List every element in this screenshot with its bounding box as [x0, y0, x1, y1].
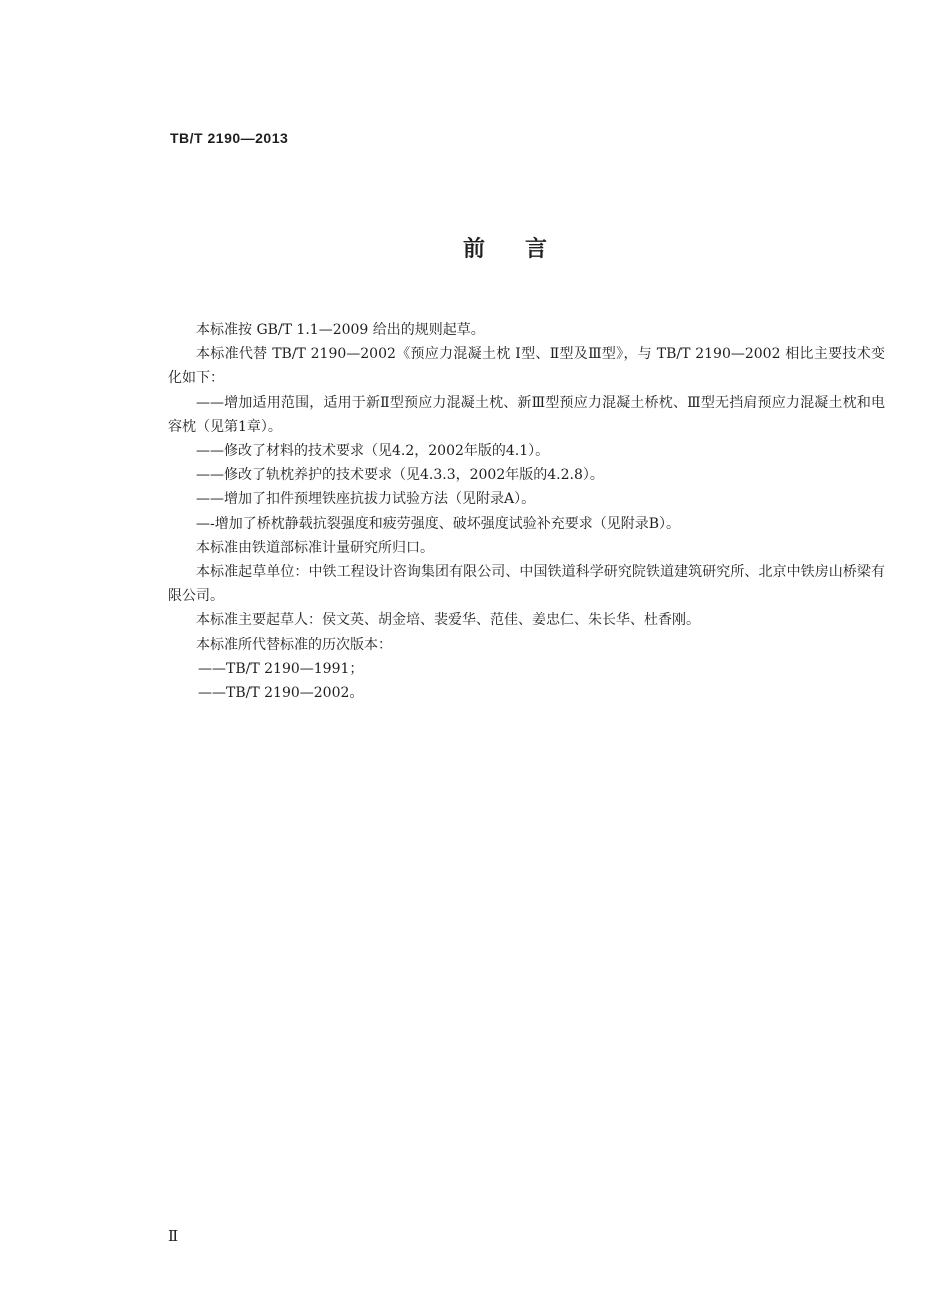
change-item-scope: ——增加适用范围，适用于新Ⅱ型预应力混凝土枕、新Ⅲ型预应力混凝土桥枕、Ⅲ型无挡肩预应力混凝土枕和电容枕（见第1章）。	[168, 394, 885, 435]
paragraph-drafting-units: 本标准起草单位：中铁工程设计咨询集团有限公司、中国铁道科学研究院铁道建筑研究所、北京中铁房山桥梁有限公司。	[168, 564, 885, 605]
change-item-pullout-test: ——增加了扣件预埋铁座抗拔力试验方法（见附录A）。	[196, 491, 536, 508]
change-item-materials: ——修改了材料的技术要求（见4.2，2002年版的4.1）。	[196, 443, 550, 460]
paragraph-drafting-rules: 本标准按 GB/T 1.1—2009 给出的规则起草。	[196, 322, 485, 338]
paragraph-replacement: 本标准代替 TB/T 2190—2002《预应力混凝土枕 Ⅰ型、Ⅱ型及Ⅲ型》，与 TB/T 2190—2002 相比主要技术变化如下：	[168, 346, 885, 387]
paragraph-drafters: 本标准主要起草人：侯文英、胡金培、裴爱华、范佳、姜忠仁、朱长华、杜香刚。	[196, 612, 700, 629]
change-item-bridge-sleeper-tests: —-增加了桥枕静载抗裂强度和疲劳强度、破坏强度试验补充要求（见附录B）。	[196, 515, 681, 532]
history-version-item: ——TB/T 2190—2002。	[198, 685, 364, 702]
paragraph-history-intro: 本标准所代替标准的历次版本：	[196, 636, 392, 653]
standard-code: TB/T 2190—2013	[170, 130, 289, 146]
history-version-item: ——TB/T 2190—1991；	[198, 660, 364, 677]
page-number: Ⅱ	[168, 1227, 179, 1245]
page-title: 前言	[462, 236, 587, 262]
foreword-body	[168, 318, 885, 705]
paragraph-responsible-org: 本标准由铁道部标准计量研究所归口。	[196, 539, 434, 556]
change-item-curing: ——修改了轨枕养护的技术要求（见4.3.3，2002年版的4.2.8）。	[196, 467, 604, 484]
